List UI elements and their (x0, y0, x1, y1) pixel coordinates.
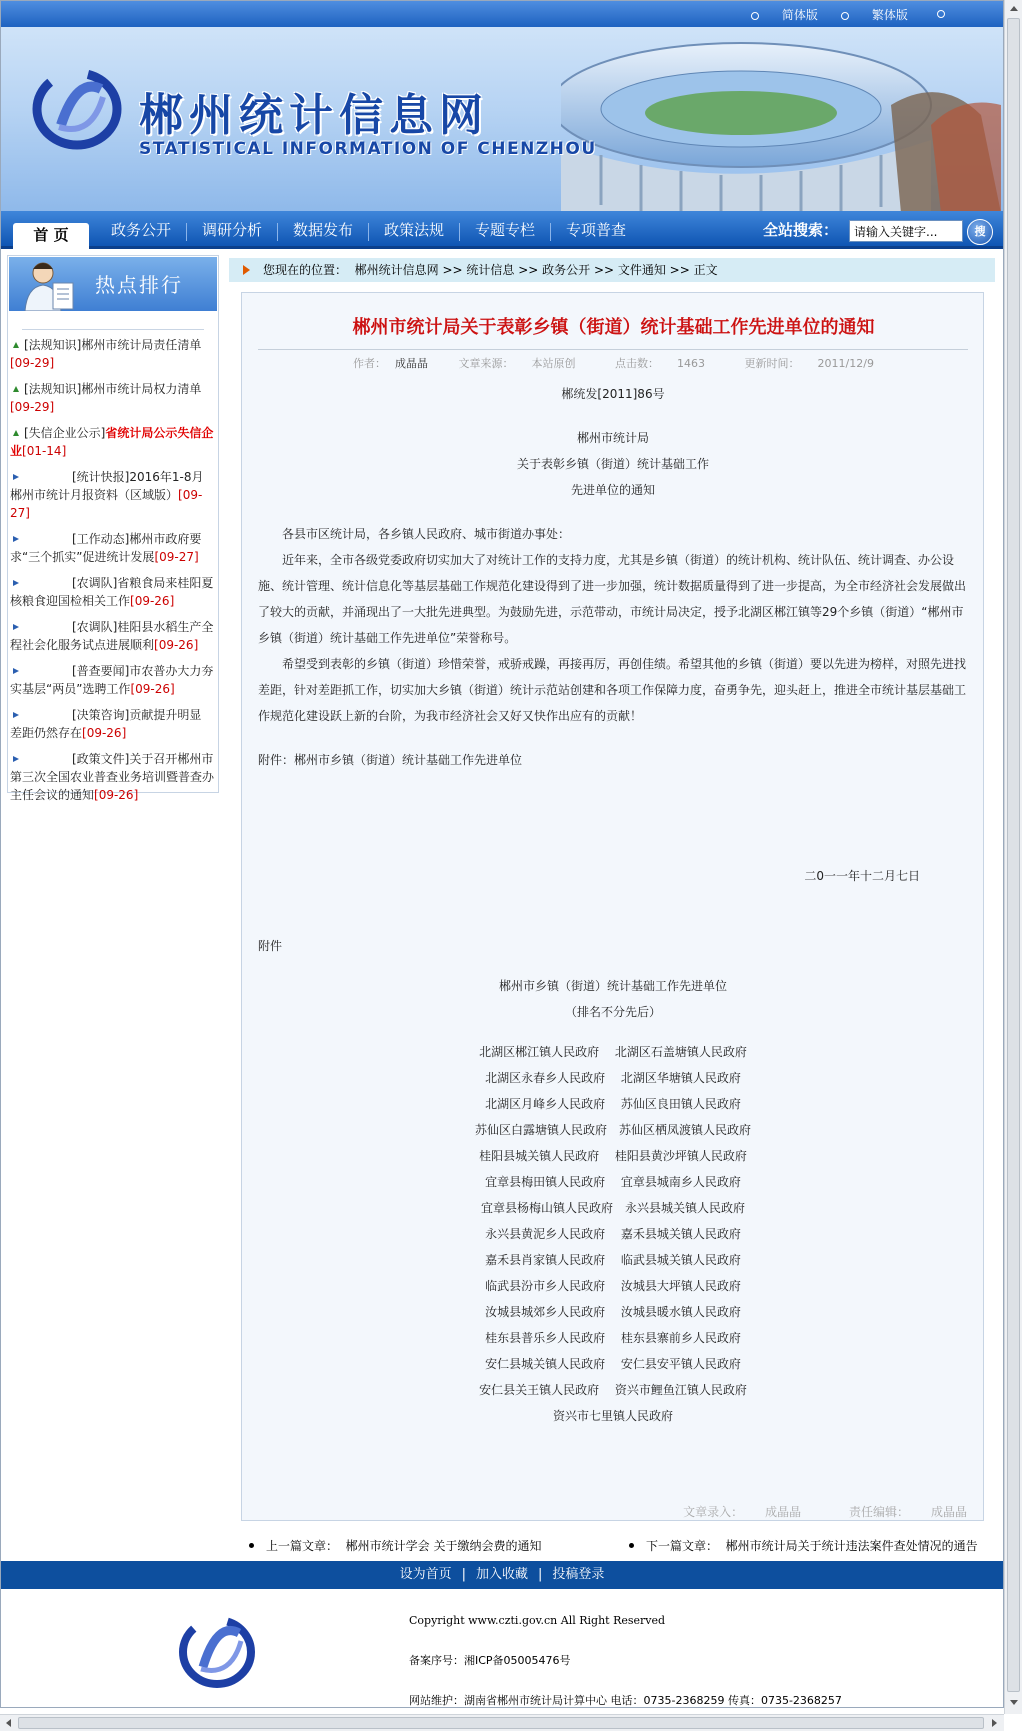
bullet-icon (249, 1543, 254, 1548)
unit-row: 安仁县城关镇人民政府 安仁县安平镇人民政府 (485, 1357, 741, 1371)
unit-row: 宜章县杨梅山镇人民政府 永兴县城关镇人民政府 (480, 1201, 745, 1215)
doc-heading: 关于表彰乡镇（街道）统计基础工作 (516, 457, 709, 471)
paragraph: 希望受到表彰的乡镇（街道）珍惜荣誉，戒骄戒躁，再接再厉，再创佳绩。希望其他的乡镇（街道）要以先进为榜样，对照先进找差距，针对差距抓工作，切实加大乡镇（街道）统计示范站创建和各项工作保障力度，奋勇争先，迎头赶上，推进全市统计基层基础工作规范化建设跃上新的台阶，为我市经济社会又好又快作出应有的贡献！ (258, 657, 967, 723)
arrow-right-icon (243, 265, 250, 275)
scroll-thumb[interactable] (18, 1717, 984, 1729)
bottom-link-bar: 设为首页 | 加入收藏 | 投稿登录 (1, 1561, 1003, 1589)
circle-icon (751, 12, 759, 20)
submit-login-link[interactable]: 投稿登录 (552, 1567, 605, 1582)
nav-separator (186, 223, 187, 241)
right-triangle-icon (13, 580, 67, 586)
banner (1, 27, 1003, 211)
nav-policy[interactable]: 政策法规 (383, 221, 444, 239)
right-triangle-icon (13, 624, 67, 630)
up-triangle-icon (13, 386, 19, 392)
footer-logo-icon (177, 1611, 257, 1693)
nav-affairs[interactable]: 政务公开 (110, 221, 171, 239)
circle-icon (841, 12, 849, 20)
unit-row: 汝城县城郊乡人民政府 汝城县暖水镇人民政府 (485, 1305, 741, 1319)
right-triangle-icon (13, 474, 67, 480)
breadcrumb (229, 258, 995, 282)
hot-item[interactable]: [工作动态]郴州市政府要求“三个抓实”促进统计发展[09-27] (10, 532, 202, 564)
prev-article-link[interactable]: 上一篇文章： 郴州市统计学会 关于缴纳会费的通知 (249, 1537, 541, 1554)
circle-icon (937, 6, 945, 20)
up-triangle-icon (13, 342, 19, 348)
logo-icon (31, 67, 123, 151)
hot-item[interactable]: [农调队]省粮食局来桂阳夏核粮食迎国检相关工作[09-26] (10, 576, 214, 608)
unit-row: 临武县汾市乡人民政府 汝城县大坪镇人民政府 (485, 1279, 741, 1293)
add-favorite-link[interactable]: 加入收藏 (475, 1567, 528, 1582)
nav-separator (277, 223, 278, 241)
article-body (258, 381, 968, 1429)
breadcrumb-path[interactable]: 郴州统计信息网 >> 统计信息 >> 政务公开 >> 文件通知 >> 正文 (354, 263, 718, 277)
simplified-link[interactable]: 简体版 (751, 6, 818, 23)
doc-heading: 先进单位的通知 (570, 483, 655, 497)
hot-item[interactable]: [法规知识]郴州市统计局权力清单 [09-29] (10, 382, 202, 414)
user-icon (19, 259, 79, 311)
stadium-image (561, 35, 1001, 211)
right-triangle-icon (13, 712, 67, 718)
nav-research[interactable]: 调研分析 (201, 221, 262, 239)
search-input[interactable] (849, 220, 963, 242)
unit-row: 北湖区郴江镇人民政府 北湖区石盖塘镇人民政府 (479, 1045, 747, 1059)
nav-home[interactable]: 首 页 (13, 223, 89, 249)
article-panel (241, 292, 984, 1521)
attachment-note: （排名不分先后） (564, 1005, 661, 1019)
unit-list (258, 1039, 968, 1429)
hot-item[interactable]: [失信企业公示]省统计局公示失信企业[01-14] (10, 426, 214, 458)
article-footer-meta: 文章录入： 成晶晶 责任编辑： 成晶晶 (683, 1505, 967, 1519)
hot-item[interactable]: [法规知识]郴州市统计局责任清单 [09-29] (10, 338, 202, 370)
unit-row: 宜章县梅田镇人民政府 宜章县城南乡人民政府 (485, 1175, 741, 1189)
maintainer: 网站维护：湖南省郴州市统计局计算中心 电话：0735-2368259 传真：0735-2368257 (409, 1694, 842, 1707)
nav-separator (368, 223, 369, 241)
article-title: 郴州市统计局关于表彰乡镇（街道）统计基础工作先进单位的通知 (352, 317, 875, 338)
hot-ranking-panel (7, 255, 219, 802)
unit-row: 永兴县黄泥乡人民政府 嘉禾县城关镇人民政府 (485, 1227, 741, 1241)
scroll-thumb[interactable] (1007, 18, 1020, 1692)
hot-list (8, 336, 218, 812)
horizontal-scrollbar[interactable] (0, 1714, 1004, 1731)
unit-row: 资兴市七里镇人民政府 (552, 1409, 673, 1423)
right-triangle-icon (13, 756, 67, 762)
unit-row: 桂东县普乐乡人民政府 桂东县寨前乡人民政府 (485, 1331, 741, 1345)
nav-data[interactable]: 数据发布 (292, 221, 353, 239)
hot-item[interactable]: [农调队]桂阳县水稻生产全程社会化服务试点进展顺利[09-26] (10, 620, 214, 652)
unit-row: 安仁县关王镇人民政府 资兴市鲤鱼江镇人民政府 (479, 1383, 747, 1397)
attachment-line: 附件：郴州市乡镇（街道）统计基础工作先进单位 (258, 753, 523, 767)
article-meta: 作者： 成晶晶 文章来源： 本站原创 点击数： 1463 更新时间： 2011/12/9 (353, 357, 874, 370)
scroll-left-icon[interactable] (6, 1719, 11, 1727)
hot-ranking-header (9, 257, 217, 311)
paragraph: 近年来，全市各级党委政府切实加大了对统计工作的支持力度，尤其是乡镇（街道）的统计机构、统计队伍、统计调查、办公设施、统计管理、统计信息化等基层基础工作规范化建设得到了进一步加强，统计数据质量得到了进一步提高，为全市经济社会发展做出了较大的贡献，并涌现出了一大批先进典型。为鼓励先进，示范带动，市统计局决定，授予北湖区郴江镇等29个乡镇（街道）“郴州市乡镇（街道）统计基础工作先进单位”荣誉称号。 (258, 553, 967, 645)
main-nav (1, 211, 1003, 249)
hot-item[interactable]: [统计快报]2016年1-8月郴州市统计月报资料（区域版）[09-27] (10, 470, 204, 520)
doc-number: 郴统发[2011]86号 (561, 387, 665, 401)
icp-number: 备案序号：湘ICP备05005476号 (409, 1654, 571, 1667)
attachment-title: 郴州市乡镇（街道）统计基础工作先进单位 (498, 979, 727, 993)
up-triangle-icon (13, 430, 19, 436)
doc-heading: 郴州市统计局 (576, 431, 649, 445)
hot-ranking-title: 热点排行 (95, 273, 183, 297)
nav-separator (550, 223, 551, 241)
site-subtitle: STATISTICAL INFORMATION OF CHENZHOU (139, 139, 597, 159)
search-button[interactable]: 搜 (967, 219, 993, 245)
attachment-label: 附件 (258, 939, 283, 953)
unit-row: 桂阳县城关镇人民政府 桂阳县黄沙坪镇人民政府 (479, 1149, 747, 1163)
unit-row: 北湖区月峰乡人民政府 苏仙区良田镇人民政府 (485, 1097, 741, 1111)
top-bar (1, 1, 1003, 27)
hot-item[interactable]: [政策文件]关于召开郴州市第三次全国农业普查业务培训暨普查办主任会议的通知[09-26] (10, 752, 215, 802)
hot-item[interactable]: [普查要闻]市农普办大力夯实基层“两员”选聘工作[09-26] (10, 664, 214, 696)
divider (258, 349, 968, 350)
breadcrumb-label: 您现在的位置： (263, 263, 348, 277)
doc-date: 二0一一年十二月七日 (804, 869, 920, 883)
salutation: 各县市区统计局，各乡镇人民政府、城市街道办事处： (282, 527, 571, 541)
scroll-up-icon[interactable] (1010, 6, 1018, 11)
set-homepage-link[interactable]: 设为首页 (399, 1567, 452, 1582)
nav-census[interactable]: 专项普查 (565, 221, 626, 239)
bullet-icon (629, 1543, 634, 1548)
hot-item[interactable]: [决策咨询]贡献提升明显 差距仍然存在[09-26] (10, 708, 214, 740)
copyright: Copyright www.czti.gov.cn All Right Reserved (409, 1614, 666, 1627)
unit-row: 苏仙区白露塘镇人民政府 苏仙区栖凤渡镇人民政府 (474, 1123, 751, 1137)
scroll-down-icon[interactable] (1010, 1700, 1018, 1705)
footer (1, 1589, 1003, 1707)
right-triangle-icon (13, 668, 67, 674)
site-title: 郴州统计信息网 (139, 90, 489, 141)
nav-topics[interactable]: 专题专栏 (474, 221, 535, 239)
vertical-scrollbar[interactable] (1004, 0, 1022, 1714)
right-triangle-icon (13, 536, 67, 542)
traditional-link[interactable]: 繁体版 (841, 6, 908, 23)
unit-row: 嘉禾县肖家镇人民政府 临武县城关镇人民政府 (485, 1253, 741, 1267)
next-article-link[interactable]: 下一篇文章： 郴州市统计局关于统计违法案件查处情况的通告 (629, 1537, 978, 1554)
unit-row: 北湖区永春乡人民政府 北湖区华塘镇人民政府 (485, 1071, 741, 1085)
scroll-right-icon[interactable] (992, 1719, 997, 1727)
search-label: 全站搜索： (763, 221, 839, 239)
nav-separator (459, 223, 460, 241)
divider (22, 329, 204, 330)
